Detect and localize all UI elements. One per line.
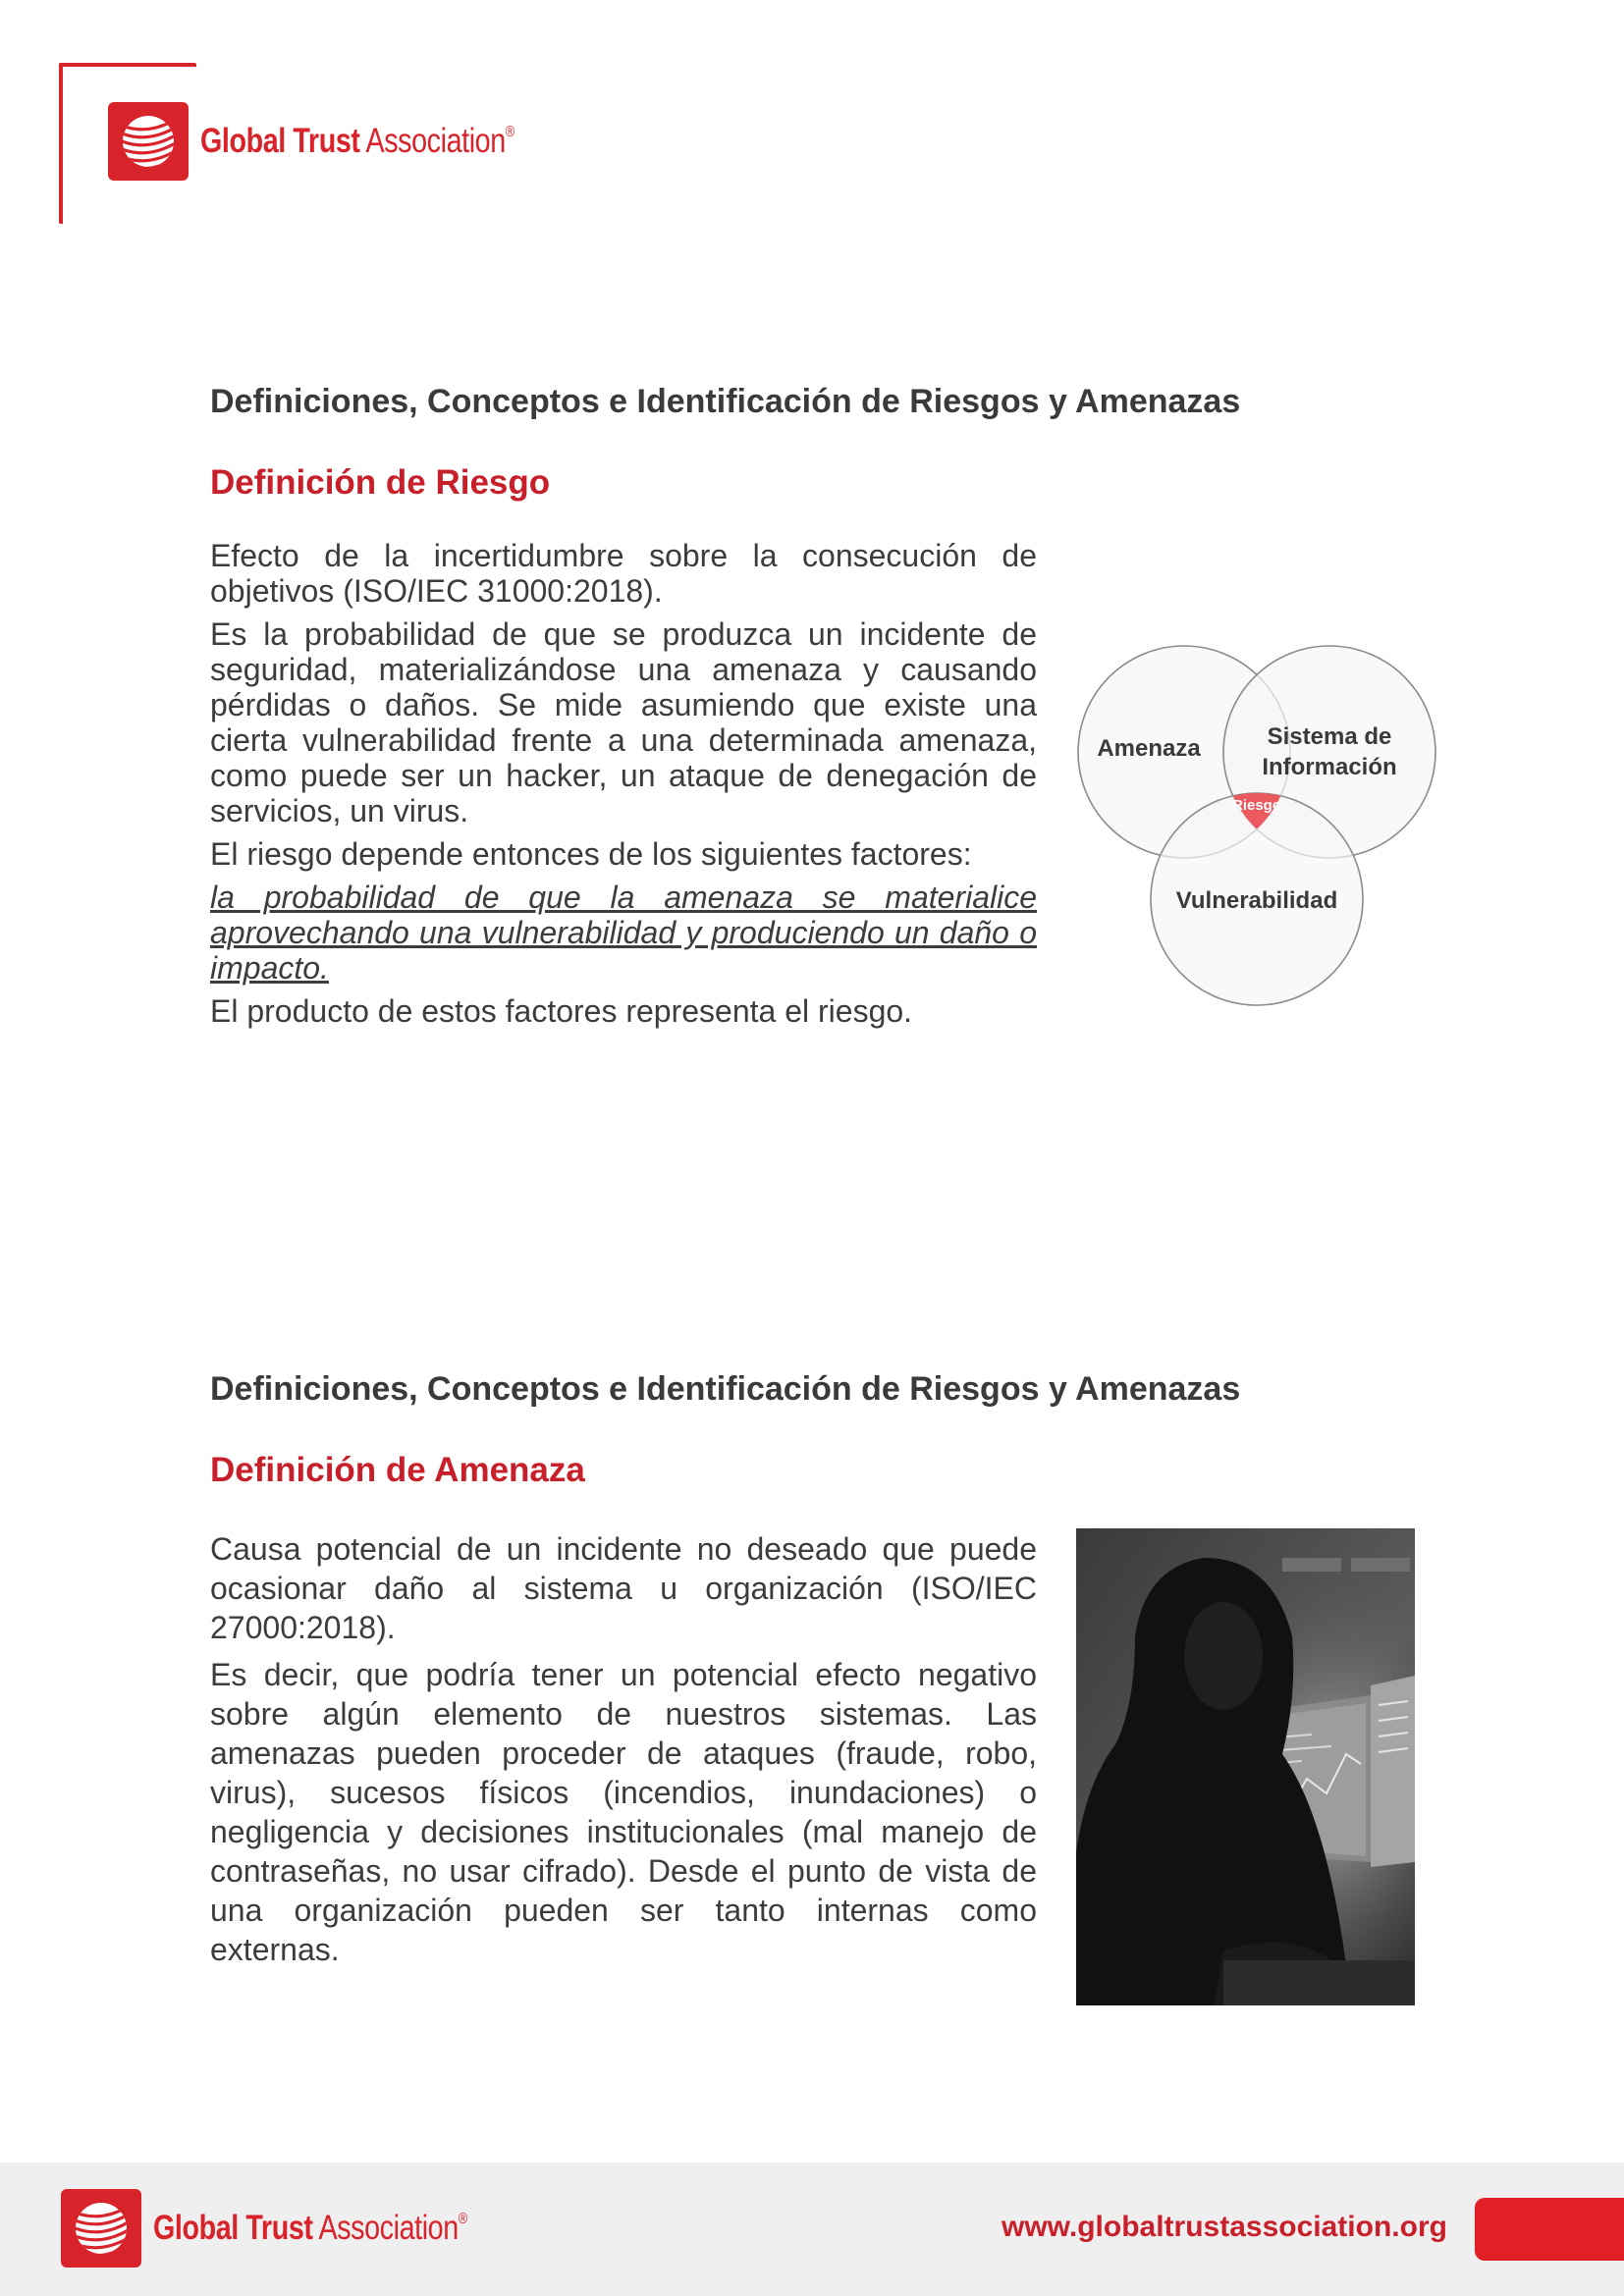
website-link[interactable]: www.globaltrustassociation.org	[1001, 2211, 1447, 2243]
risk-paragraph-1: Efecto de la incertidumbre sobre la consecución de objetivos (ISO/IEC 31000:2018).	[210, 538, 1037, 609]
risk-paragraph-2: Es la probabilidad de que se produzca un incidente de seguridad, materializándose una amenaza y causando pérdidas o daños. Se mide asumiendo que existe una cierta vulnerabilidad frente a una determinada amenaza, como puede ser un hacker, un ataque de denegación de servicios, un virus.	[210, 616, 1037, 828]
venn-label-sistema-line2: Información	[1262, 754, 1397, 780]
section2-body	[210, 1529, 1037, 1977]
logo-name-bold: Global Trust	[153, 2209, 313, 2247]
risk-paragraph-5: El producto de estos factores representa el riesgo.	[210, 993, 913, 1029]
logo-wordmark	[200, 122, 514, 161]
footer-accent-bar	[1475, 2198, 1624, 2261]
section2-subtitle: Definición de Amenaza	[210, 1451, 585, 1489]
logo-name-light: Association	[365, 122, 506, 160]
hacker-photo	[1076, 1528, 1415, 2005]
logo-name-bold: Global Trust	[200, 122, 360, 160]
globe-logo-icon	[108, 102, 189, 181]
logo-wordmark	[153, 2209, 467, 2248]
section1-title: Definiciones, Conceptos e Identificación de Riesgos y Amenazas	[210, 383, 1241, 420]
registered-mark: ®	[505, 124, 514, 140]
corner-accent-horizontal	[59, 63, 196, 67]
header-logo[interactable]	[108, 102, 583, 181]
corner-accent-vertical	[59, 63, 63, 224]
venn-label-riesgo: Riesgo	[1231, 797, 1282, 814]
registered-mark: ®	[458, 2211, 467, 2227]
logo-name-light: Association	[318, 2209, 459, 2247]
risk-venn-diagram	[1076, 640, 1439, 1013]
globe-logo-icon	[61, 2189, 141, 2268]
footer-logo[interactable]	[61, 2189, 536, 2268]
section1-subtitle: Definición de Riesgo	[210, 463, 551, 502]
venn-label-vulnerabilidad: Vulnerabilidad	[1175, 887, 1338, 914]
threat-paragraph-1: Causa potencial de un incidente no deseado que puede ocasionar daño al sistema u organización (ISO/IEC 27000:2018).	[210, 1531, 1037, 1645]
risk-paragraph-3: El riesgo depende entonces de los siguientes factores:	[210, 836, 972, 872]
section2-title: Definiciones, Conceptos e Identificación de Riesgos y Amenazas	[210, 1370, 1241, 1408]
venn-label-amenaza: Amenaza	[1097, 735, 1201, 762]
threat-paragraph-2: Es decir, que podría tener un potencial efecto negativo sobre algún elemento de nuestros sistemas. Las amenazas pueden proceder de ataques (fraude, robo, virus), sucesos físicos (incendios, inundaciones) o negligencia y decisiones institucionales (mal manejo de contraseñas, no usar cifrado). Desde el punto de vista de una organización pueden ser tanto internas como externas.	[210, 1657, 1037, 1967]
section1-body	[210, 538, 1037, 1037]
venn-label-sistema-line1: Sistema de	[1267, 723, 1392, 750]
risk-paragraph-4-underlined: la probabilidad de que la amenaza se materialice aprovechando una vulnerabilidad y produciendo un daño o impacto.	[210, 880, 1037, 986]
